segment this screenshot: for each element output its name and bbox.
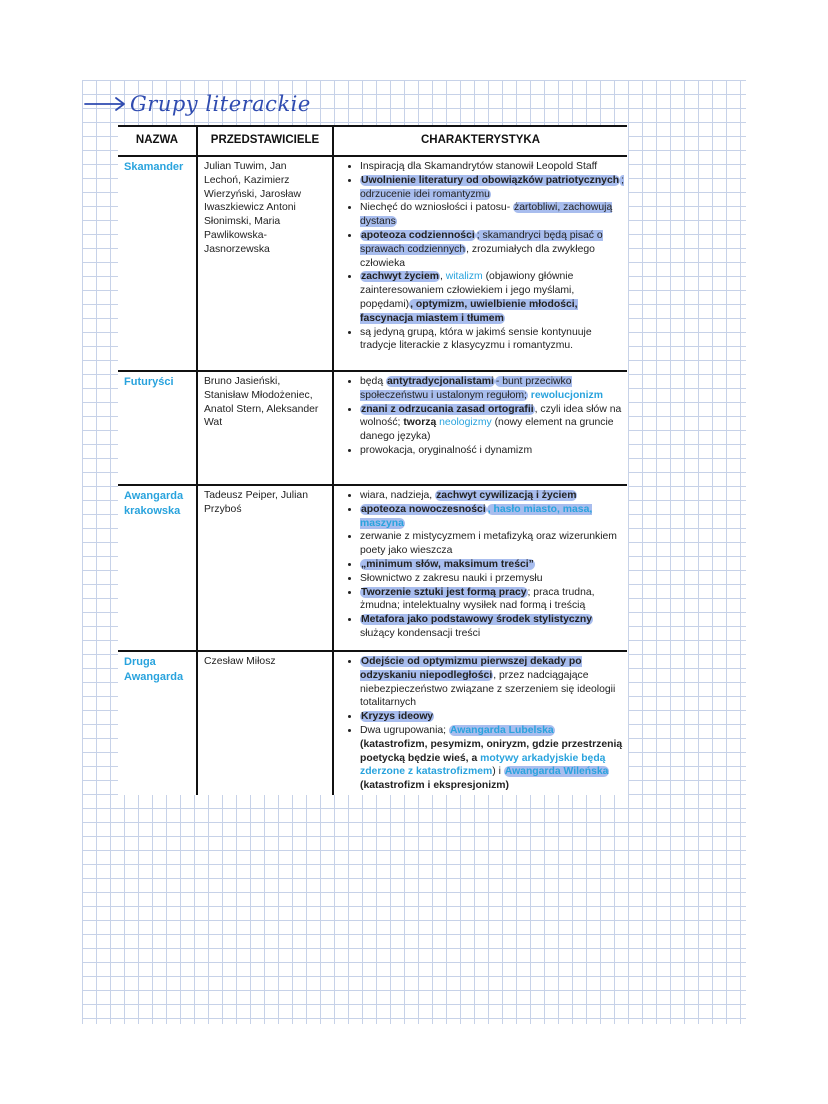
characteristic-item — [360, 586, 625, 614]
characteristic-item — [360, 655, 625, 710]
table-row — [118, 651, 627, 795]
text-segment: (katastrofizm i ekspresjonizm) — [360, 780, 509, 792]
text-segment: , optymizm, uwielbienie młodości, fascynacja miastem i tłumem — [360, 298, 578, 324]
text-segment: Odejście od optymizmu pierwszej dekady po odzyskaniu niepodległości — [360, 656, 582, 681]
characteristic-item — [360, 403, 625, 444]
characteristic-item — [360, 270, 625, 325]
group-name: Druga Awangarda — [118, 651, 197, 795]
text-segment: służący kondensacji treści — [360, 627, 481, 639]
header-characteristics: CHARAKTERYSTYKA — [333, 126, 627, 156]
characteristic-item — [360, 530, 625, 558]
group-representatives: Czesław Miłosz — [197, 651, 333, 795]
characteristic-item — [360, 572, 625, 586]
text-segment: „minimum słów, maksimum treści” — [361, 558, 534, 570]
text-segment: Tworzenie sztuki jest formą pracy — [361, 586, 527, 598]
text-segment: są jedyną grupą, która w jakimś sensie kontynuuje tradycje literackie z klasycyzmu i romantyzmu. — [360, 326, 592, 352]
text-segment: , — [439, 271, 446, 283]
text-segment: apoteoza codzienności — [361, 229, 475, 241]
page-heading — [84, 90, 311, 118]
table-header-row — [118, 126, 627, 156]
text-segment: ; praca trudna, żmudna; intelektualny wysiłek nad formą i treścią — [360, 586, 595, 612]
characteristics-list — [340, 375, 625, 458]
text-segment: żartobliwi, zachowują dystans — [360, 202, 613, 228]
document-table-container — [118, 125, 628, 795]
text-segment: zachwyt cywilizacją i życiem — [436, 490, 577, 501]
characteristic-item — [360, 613, 625, 641]
text-segment: antytradycjonalistami — [387, 376, 494, 387]
group-name: Futuryści — [118, 371, 197, 485]
characteristic-item — [360, 326, 625, 354]
group-characteristics — [333, 651, 627, 795]
text-segment: ; odrzucenie idei romantyzmu — [360, 174, 624, 200]
group-name: Skamander — [118, 156, 197, 371]
table-row — [118, 485, 627, 651]
characteristic-item — [360, 444, 625, 458]
characteristic-item — [360, 558, 625, 572]
text-segment: - bunt przeciwko społeczeństwu i ustalonym regułom; — [360, 376, 572, 401]
text-segment: , hasło miasto, masa, maszyna — [360, 503, 593, 529]
characteristics-list — [340, 489, 625, 641]
text-segment: (objawiony głównie zainteresowaniem człowiekiem i jego myślami, popędami) — [360, 271, 575, 310]
text-segment: Awangarda Lubelska — [449, 724, 554, 736]
text-segment: , czyli idea słów na wolność; — [360, 403, 622, 429]
text-segment: Słownictwo z zakresu nauki i przemysłu — [360, 572, 543, 584]
group-representatives: Bruno Jasieński, Stanisław Młodożeniec, Anatol Stern, Aleksander Wat — [197, 371, 333, 485]
text-segment: witalizm — [445, 271, 483, 283]
characteristic-item — [360, 201, 625, 229]
text-segment: Uwolnienie literatury od obowiązków patriotycznych — [361, 174, 620, 186]
text-segment: będą — [360, 376, 387, 387]
characteristics-list — [340, 655, 625, 793]
characteristics-list — [340, 160, 625, 353]
text-segment: , zrozumiałych dla zwykłego człowieka — [360, 243, 595, 269]
group-representatives: Tadeusz Peiper, Julian Przyboś — [197, 485, 333, 651]
group-characteristics — [333, 485, 627, 651]
characteristic-item — [360, 229, 625, 270]
text-segment: ; skamandryci będą pisać o sprawach codziennych — [360, 229, 603, 255]
characteristic-item — [360, 174, 625, 202]
text-segment: (nowy element na gruncie danego języka) — [360, 417, 614, 443]
text-segment: apoteoza nowoczesności — [361, 503, 486, 515]
group-characteristics — [333, 371, 627, 485]
characteristic-item — [360, 724, 625, 793]
text-segment: Niechęć do wzniosłości i patosu- — [360, 202, 514, 214]
characteristic-item — [360, 503, 625, 531]
text-segment: prowokacja, oryginalność i dynamizm — [360, 444, 533, 456]
page-title: Grupy literackie — [130, 92, 311, 116]
text-segment: neologizmy — [439, 417, 492, 429]
group-characteristics — [333, 156, 627, 371]
text-segment: (katastrofizm, pesymizm, oniryzm, gdzie przestrzenią poetycką będzie wieś, a — [360, 738, 623, 764]
text-segment: , przez nadciągające niebezpieczeństwo związane z szerzeniem się ideologii totalitarnych — [360, 669, 616, 709]
text-segment: Inspiracją dla Skamandrytów stanowił Leopold Staff — [360, 161, 598, 172]
header-name: NAZWA — [118, 126, 197, 156]
table-row — [118, 371, 627, 485]
text-segment: rewolucjonizm — [530, 389, 603, 401]
table-row — [118, 156, 627, 371]
header-representatives: PRZEDSTAWICIELE — [197, 126, 333, 156]
text-segment: wiara, nadzieja, — [360, 490, 436, 501]
text-segment: motywy arkadyjskie będą zderzone z katastrofizmem — [360, 752, 606, 778]
characteristic-item — [360, 160, 625, 174]
text-segment: Awangarda Wileńska — [504, 766, 609, 778]
text-segment: Metafora jako podstawowy środek stylistyczny — [361, 614, 592, 626]
literary-groups-table — [118, 125, 627, 795]
arrow-right-icon — [84, 94, 128, 114]
text-segment: Dwa ugrupowania; — [360, 724, 449, 736]
text-segment: znani z odrzucania zasad ortografii — [361, 403, 534, 415]
characteristic-item — [360, 710, 625, 724]
text-segment: Kryzys ideowy — [361, 711, 434, 723]
group-representatives: Julian Tuwim, Jan Lechoń, Kazimierz Wierzyński, Jarosław Iwaszkiewicz Antoni Słonimski, Maria Pawlikowska-Jasnorzewska — [197, 156, 333, 371]
characteristic-item — [360, 489, 625, 503]
group-name: Awangarda krakowska — [118, 485, 197, 651]
characteristic-item — [360, 375, 625, 403]
text-segment: tworzą — [403, 417, 437, 429]
text-segment: zerwanie z mistycyzmem i metafizyką oraz wizerunkiem poety jako wieszcza — [360, 531, 617, 557]
text-segment: zachwyt życiem — [361, 271, 439, 283]
text-segment: ) i — [492, 766, 504, 778]
